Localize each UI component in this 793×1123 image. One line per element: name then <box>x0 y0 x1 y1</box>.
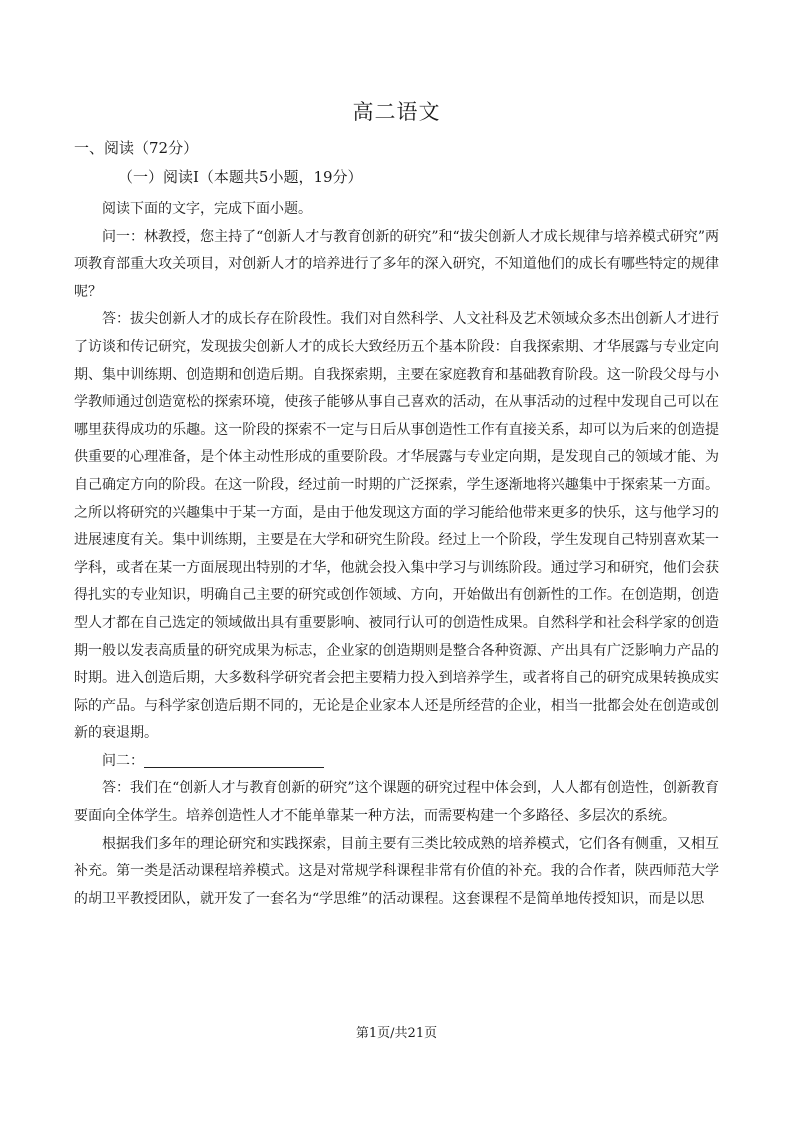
paragraph-3: 根据我们多年的理论研究和实践探索，目前主要有三类比较成熟的培养模式，它们各有侧重，又相互补充。第一类是活动课程培养模式。这是对常规学科课程非常有价值的补充。我的合作者，陕西师范大学的胡卫平教授团队，就开发了一套名为“学思维”的活动课程。这套课程不是简单地传授知识，而是以思 <box>74 835 719 907</box>
question-2-label: 问二： <box>102 752 144 769</box>
document-title: 高二语文 <box>352 100 441 124</box>
answer-2-paragraph: 答：我们在“创新人才与教育创新的研究”这个课题的研究过程中体会到，人人都有创造性，创新教育要面向全体学生。培养创造性人才不能单靠某一种方法，而需要构建一个多路径、多层次的系统。 <box>74 780 719 825</box>
instruction-paragraph: 阅读下面的文字，完成下面小题。 <box>102 201 312 217</box>
question-2-paragraph <box>74 748 719 776</box>
page-number: 第1页/共21页 <box>355 1026 438 1041</box>
question-1-paragraph: 问一：林教授，您主持了“创新人才与教育创新的研究”和“拔尖创新人才成长规律与培养模式研究”两项教育部重大攻关项目，对创新人才的培养进行了多年的深入研究，不知道他们的成长有哪些特定的规律呢？ <box>74 228 719 300</box>
answer-blank[interactable] <box>144 751 324 768</box>
subsection-heading: （一）阅读Ⅰ（本题共5小题，19分） <box>118 168 363 186</box>
section-heading: 一、阅读（72分） <box>74 139 199 157</box>
reading-passage <box>74 196 719 913</box>
answer-1-paragraph: 答：拔尖创新人才的成长存在阶段性。我们对自然科学、人文社科及艺术领域众多杰出创新人才进行了访谈和传记研究，发现拔尖创新人才的成长大致经历五个基本阶段：自我探索期、才华展露与专业定向期、集中训练期、创造期和创造后期。自我探索期，主要在家庭教育和基础教育阶段。这一阶段父母与小学教师通过创造宽松的探索环境，使孩子能够从事自己喜欢的活动，在从事活动的过程中发现自己可以在哪里获得成功的乐趣。这一阶段的探索不一定与日后从事创造性工作有直接关系，却可以为后来的创造提供重要的心理准备，是个体主动性形成的重要阶段。才华展露与专业定向期，是发现自己的领域才能、为自己确定方向的阶段。在这一阶段，经过前一时期的广泛探索，学生逐渐地将兴趣集中于探索某一方面。之所以将研究的兴趣集中于某一方面，是由于他发现这方面的学习能给他带来更多的快乐，这与他学习的进展速度有关。集中训练期，主要是在大学和研究生阶段。经过上一个阶段，学生发现自己特别喜欢某一学科，或者在某一方面展现出特别的才华，他就会投入集中学习与训练阶段。通过学习和研究，他们会获得扎实的专业知识，明确自己主要的研究或创作领域、方向，开始做出有创新性的工作。在创造期，创造型人才都在自己选定的领域做出具有重要影响、被同行认可的创造性成果。自然科学和社会科学家的创造期一般以发表高质量的研究成果为标志，企业家的创造期则是整合各种资源、产出具有广泛影响力产品的时期。进入创造后期，大多数科学研究者会把主要精力投入到培养学生，或者将自己的研究成果转换成实际的产品。与科学家创造后期不同的，无论是企业家本人还是所经营的企业，相当一批都会处在创造或创新的衰退期。 <box>74 311 719 742</box>
